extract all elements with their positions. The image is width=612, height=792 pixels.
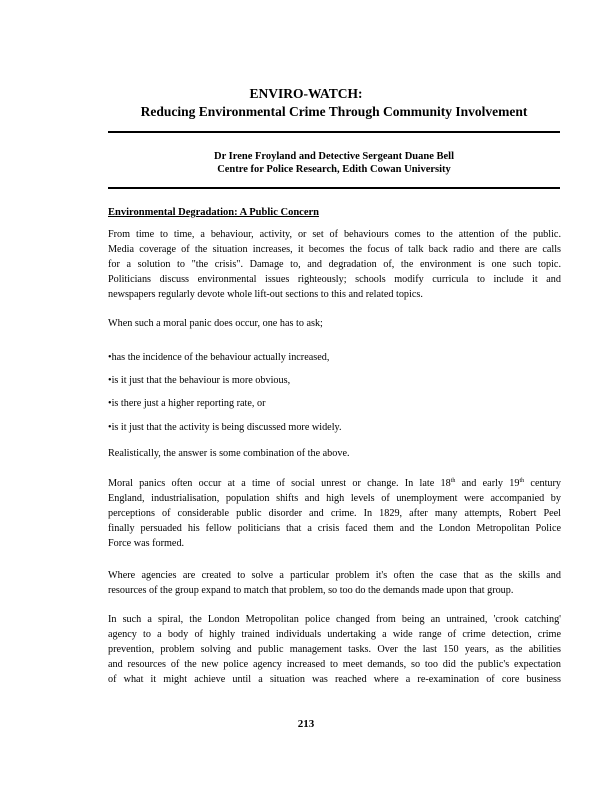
bullet-item: •is it just that the activity is being discussed more widely. [108,422,342,433]
text-line: and resources of the new police agency increased to meet demands, so too did the public's expectation [108,659,561,671]
text-line: of what it might achieve until a situation was reached where a re-examination of core business [108,674,561,686]
document-subtitle: Reducing Environmental Crime Through Community Involvement [140,104,528,119]
paragraph-moral-panic-question [108,316,561,331]
text-line: Realistically, the answer is some combination of the above. [108,448,350,459]
text-segment: century [524,478,561,489]
text-line: Politicians discuss environmental issues righteously; schools modify curricula to include it and [108,274,561,286]
bullet-item: •is it just that the behaviour is more obvious, [108,375,291,386]
affiliation-line: Centre for Police Research, Edith Cowan University [217,164,451,175]
paragraph-agencies [108,568,561,598]
paragraph-realistically [108,446,561,461]
authors-line: Dr Irene Froyland and Detective Sergeant Duane Bell [213,151,455,162]
horizontal-rule-bottom [108,187,560,189]
text-segment: and early 19 [455,478,520,489]
superscript: th [519,478,525,484]
horizontal-rule-top [108,131,560,133]
text-line: Where agencies are created to solve a particular problem it's often the case that as the skills and [108,570,561,581]
text-line: newspapers regularly devote whole lift-out sections to this and related topics. [108,289,423,301]
section-heading: Environmental Degradation: A Public Concern [108,207,319,218]
text-line: resources of the group expand to match that problem, so too do the demands made upon that group. [108,585,514,597]
paragraph-public-concern [108,227,561,302]
bullet-item: •is there just a higher reporting rate, or [108,398,266,409]
text-segment: Moral panics often occur at a time of social unrest or change. In late 18 [108,478,451,489]
text-line: prevention, problem solving and public management tasks. Over the last 150 years, as the abilities [108,644,561,656]
text-line: agency to a body of highly trained individuals undertaking a wide range of crime detection, crime [108,629,561,641]
text-line: Media coverage of the situation increases, it becomes the focus of talk back radio and there are calls [108,244,561,256]
text-line: for a solution to "the crisis". Damage to, and degradation of, the environment is one such topic. [108,259,561,271]
text-line: In such a spiral, the London Metropolitan police changed from being an untrained, 'crook catching' [108,614,561,625]
text-line [108,476,561,491]
text-line: From time to time, a behaviour, activity, or set of behaviours comes to the attention of the public. [108,229,561,240]
text-line: When such a moral panic does occur, one has to ask; [108,318,323,329]
page-number: 213 [297,718,315,730]
bullet-item: •has the incidence of the behaviour actually increased, [108,352,330,363]
text-line: Force was formed. [108,538,185,550]
text-line: finally persuaded his fellow politicians that a crisis faced them and the London Metropolitan Police [108,523,561,535]
paragraph-moral-panics-history [108,476,561,551]
paragraph-spiral [108,612,561,687]
superscript: th [450,478,456,484]
document-title: ENVIRO-WATCH: [249,86,363,101]
text-line: perceptions of considerable public disorder and crime. In 1829, after many attempts, Robert Peel [108,508,561,520]
text-line: England, industrialisation, population shifts and high levels of unemployment were accompanied by [108,493,561,505]
